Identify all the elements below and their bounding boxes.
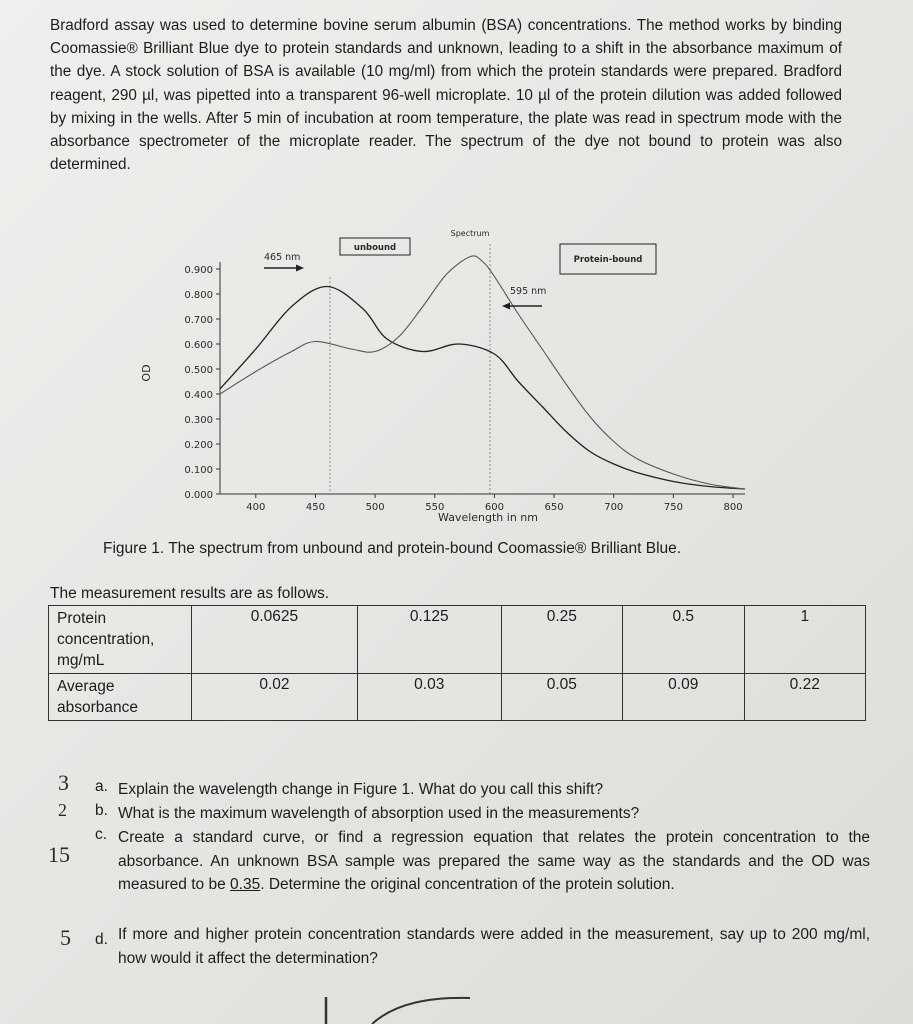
table-cell: 0.03 xyxy=(357,674,501,721)
pen-scribble xyxy=(300,985,500,1024)
y-tick-label: 0.300 xyxy=(184,415,213,426)
table-row-label: Average absorbance xyxy=(49,674,192,721)
unbound-series-line xyxy=(220,286,745,489)
table-cell: 0.5 xyxy=(623,606,744,674)
table-row xyxy=(49,606,866,674)
arrowhead-595nm xyxy=(502,303,510,310)
x-tick-label: 400 xyxy=(246,502,266,513)
y-axis-label: OD xyxy=(140,364,153,382)
protein-bound-series-line xyxy=(220,256,745,489)
y-ticks xyxy=(184,265,220,501)
table-cell: 0.22 xyxy=(744,674,866,721)
x-tick-label: 800 xyxy=(723,502,743,513)
y-tick-label: 0.200 xyxy=(184,440,213,451)
y-tick-label: 0.400 xyxy=(184,390,213,401)
legend-bound: Protein-bound xyxy=(573,255,643,265)
results-lead: The measurement results are as follows. xyxy=(50,585,330,602)
legend-unbound: unbound xyxy=(353,243,397,253)
y-tick-label: 0.100 xyxy=(184,465,213,476)
table-cell: 0.02 xyxy=(192,674,358,721)
x-tick-label: 550 xyxy=(425,502,445,513)
y-tick-label: 0.000 xyxy=(184,490,213,501)
table-cell: 0.0625 xyxy=(192,606,358,674)
y-tick-label: 0.700 xyxy=(184,315,213,326)
y-tick-label: 0.800 xyxy=(184,290,213,301)
intro-paragraph: Bradford assay was used to determine bovine serum albumin (BSA) concentrations. The method works by binding Coomassie® Brilliant Blue dye to protein standards and unknown, leading to a shift in the absorbance maximum of the dye. A stock solution of BSA is available (10 mg/ml) from which the protein standards were prepared. Bradford reagent, 290 µl, was pipetted into a transparent 96-well microplate. 10 µl of the protein dilution was added followed by mixing in the wells. After 5 min of incubation at room temperature, the plate was read in spectrum mode with the absorbance spectrometer of the microplate reader. The spectrum of the dye not bound to protein was also determined. xyxy=(50,17,842,174)
question-c-letter: c. xyxy=(95,826,108,843)
question-c xyxy=(118,826,870,897)
annotation-595nm: 595 nm xyxy=(510,286,547,297)
results-table xyxy=(48,605,866,721)
question-b-letter: b. xyxy=(95,802,108,819)
figure-caption: Figure 1. The spectrum from unbound and protein-bound Coomassie® Brilliant Blue. xyxy=(103,540,682,557)
annotation-465nm: 465 nm xyxy=(264,252,301,263)
x-tick-label: 500 xyxy=(365,502,385,513)
x-tick-label: 700 xyxy=(604,502,624,513)
handwritten-mark-a: 3 xyxy=(58,770,69,795)
chart-title: Spectrum xyxy=(450,229,490,238)
handwritten-mark-d: 5 xyxy=(60,925,71,950)
question-d: If more and higher protein concentration standards were added in the measurement, say up to 200 mg/ml, how would it affect the determination? xyxy=(118,926,870,967)
table-cell: 0.05 xyxy=(501,674,622,721)
table-cell: 0.09 xyxy=(623,674,744,721)
table-row-label: Protein concentration, mg/mL xyxy=(49,606,192,674)
handwritten-mark-b: 2 xyxy=(58,800,67,820)
x-axis-label: Wavelength in nm xyxy=(438,511,538,524)
x-tick-label: 750 xyxy=(663,502,683,513)
table-cell: 0.125 xyxy=(357,606,501,674)
table-row xyxy=(49,674,866,721)
x-tick-label: 600 xyxy=(484,502,504,513)
question-b: What is the maximum wavelength of absorption used in the measurements? xyxy=(118,805,640,822)
y-tick-label: 0.500 xyxy=(184,365,213,376)
question-a: Explain the wavelength change in Figure 1. What do you call this shift? xyxy=(118,781,604,798)
y-tick-label: 0.600 xyxy=(184,340,213,351)
spectrum-chart xyxy=(130,222,780,532)
y-tick-label: 0.900 xyxy=(184,265,213,276)
handwritten-mark-c: 15 xyxy=(48,842,70,867)
question-a-letter: a. xyxy=(95,778,108,795)
arrowhead-465nm xyxy=(296,265,304,272)
x-tick-label: 650 xyxy=(544,502,564,513)
x-tick-label: 450 xyxy=(305,502,326,513)
question-c-text-end: . Determine the original concentration of the protein solution. xyxy=(260,876,675,893)
table-cell: 0.25 xyxy=(501,606,622,674)
question-d-letter: d. xyxy=(95,931,108,948)
question-c-text: Create a standard curve, or find a regression equation that relates the protein concentration to the absorbance. An unknown BSA sample was prepared the same way as the standards and the OD was measured to be xyxy=(118,829,870,893)
od-value: 0.35 xyxy=(230,876,261,893)
table-cell: 1 xyxy=(744,606,866,674)
